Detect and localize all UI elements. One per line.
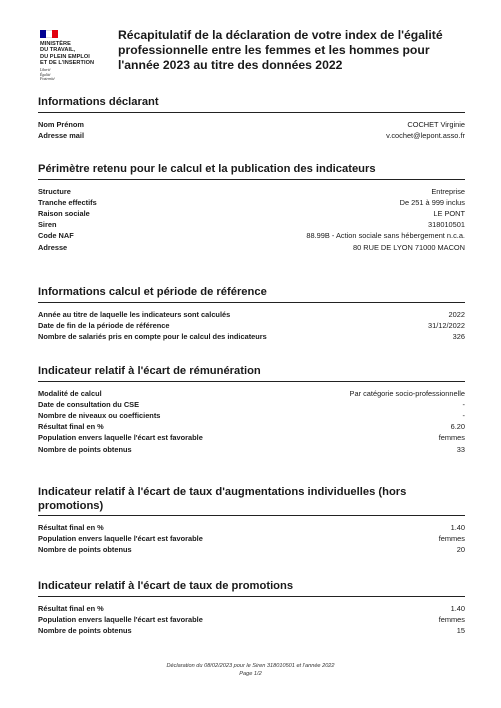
info-row: Adresse mail v.cochet@lepont.asso.fr [38,130,465,140]
info-row: Population envers laquelle l'écart est favorable femmes [38,534,465,544]
section-title: Indicateur relatif à l'écart de taux de promotions [38,580,465,597]
info-row: Structure Entreprise [38,186,465,196]
info-row: Modalité de calcul Par catégorie socio-professionnelle [38,388,465,398]
info-row: Code NAF 88.99B - Action sociale sans hébergement n.c.a. [38,231,465,241]
section-augmentations [38,486,465,556]
info-row: Date de consultation du CSE - [38,399,465,409]
info-row: Raison sociale LE PONT [38,208,465,218]
french-flag-icon [40,30,58,38]
info-row: Nombre de points obtenus 15 [38,625,465,635]
section-title: Informations calcul et période de référence [38,286,465,303]
info-row: Résultat final en % 6.20 [38,422,465,432]
info-row: Siren 318010501 [38,220,465,230]
info-row: Adresse 80 RUE DE LYON 71000 MACON [38,242,465,252]
info-row: Année au titre de laquelle les indicateurs sont calculés 2022 [38,309,465,319]
section-calcul [38,286,465,342]
ministry-logo [40,30,112,81]
info-row: Résultat final en % 1.40 [38,603,465,613]
section-declarant [38,96,465,141]
section-title: Informations déclarant [38,96,465,113]
info-row: Résultat final en % 1.40 [38,523,465,532]
declaration-note: Déclaration du 08/02/2023 pour le Siren 318010501 et l'année 2022 [166,663,335,669]
section-title: Périmètre retenu pour le calcul et la publication des indicateurs [38,163,465,180]
info-row: Tranche effectifs De 251 à 999 inclus [38,197,465,207]
page-number: Page 1/2 [239,671,262,677]
page-footer [0,662,501,678]
info-row: Date de fin de la période de référence 31/12/2022 [38,320,465,330]
section-title: Indicateur relatif à l'écart de taux d'augmentations individuelles (hors promotions) [38,486,465,516]
info-row: Population envers laquelle l'écart est favorable femmes [38,433,465,443]
section-title: Indicateur relatif à l'écart de rémunération [38,365,465,382]
ministry-name: MINISTÈRE DU TRAVAIL, DU PLEIN EMPLOI ET DE L'INSERTION [40,41,95,66]
info-row: Nom Prénom COCHET Virginie [38,119,465,129]
info-row: Nombre de niveaux ou coefficients - [38,410,465,420]
info-row: Nombre de salariés pris en compte pour le calcul des indicateurs 326 [38,331,465,341]
section-perimetre [38,163,465,253]
info-row: Nombre de points obtenus 33 [38,444,465,454]
info-row: Nombre de points obtenus 20 [38,545,465,555]
section-remuneration [38,365,465,455]
section-promotions [38,580,465,636]
info-row: Population envers laquelle l'écart est favorable femmes [38,614,465,624]
republic-motto: Liberté Égalité Fraternité [40,68,55,81]
document-title: Récapitulatif de la déclaration de votre index de l'égalité professionnelle entre les femmes et les hommes pour l'année 2023 au titre des données 2022 [118,28,443,72]
